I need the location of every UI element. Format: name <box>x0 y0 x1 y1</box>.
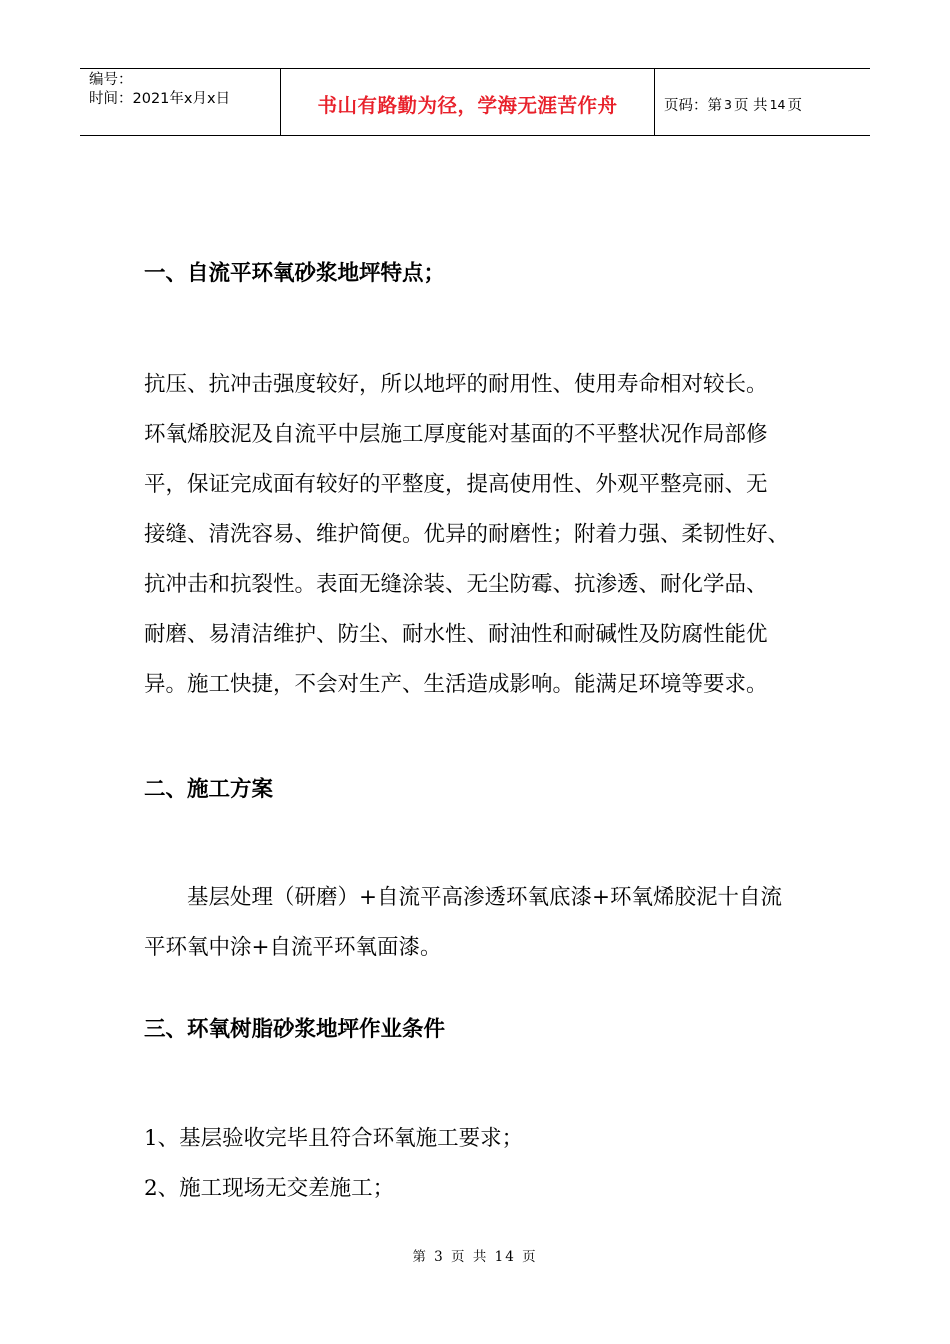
serial-number-label: 编号： <box>89 72 133 88</box>
header-motto-cell <box>281 69 655 135</box>
date-label: 时间：2021年x月x日 <box>89 91 231 107</box>
paragraph-line: 基层处理（研磨）+自流平高渗透环氧底漆+环氧烯胶泥十自流 <box>187 885 783 910</box>
header-meta <box>80 69 281 135</box>
page-header <box>80 68 870 136</box>
section-3-heading: 三、环氧树脂砂浆地坪作业条件 <box>144 1017 446 1042</box>
paragraph-line: 接缝、清洗容易、维护简便。优异的耐磨性；附着力强、柔韧性好、 <box>144 522 790 547</box>
page-total: 14 <box>769 96 786 112</box>
page-footer: 第 3 页 共 14 页 <box>412 1249 538 1265</box>
section-2-heading: 二、施工方案 <box>144 777 274 802</box>
page-suffix: 页 <box>787 97 802 114</box>
header-page-info <box>655 69 870 135</box>
paragraph-line: 异。施工快捷，不会对生产、生活造成影响。能满足环境等要求。 <box>144 672 768 697</box>
section-1-paragraph <box>144 360 824 710</box>
paragraph-line: 耐磨、易清洁维护、防尘、耐水性、耐油性和耐碱性及防腐性能优 <box>144 622 768 647</box>
paragraph-line: 平，保证完成面有较好的平整度，提高使用性、外观平整亮丽、无 <box>144 472 768 497</box>
paragraph-line: 抗压、抗冲击强度较好，所以地坪的耐用性、使用寿命相对较长。 <box>144 372 768 397</box>
page-prefix: 页码：第 <box>664 97 722 114</box>
paragraph-line: 平环氧中涂+自流平环氧面漆。 <box>144 935 442 960</box>
paragraph-line: 抗冲击和抗裂性。表面无缝涂装、无尘防霉、抗渗透、耐化学品、 <box>144 572 768 597</box>
page-mid: 页 共 <box>733 97 768 114</box>
page-current: 3 <box>724 96 732 112</box>
section-2-paragraph <box>144 873 824 973</box>
section-3-list <box>144 1114 824 1214</box>
section-1-heading: 一、自流平环氧砂浆地坪特点； <box>144 261 446 286</box>
header-motto: 书山有路勤为径，学海无涯苦作舟 <box>317 94 618 117</box>
list-item: 1、基层验收完毕且符合环氧施工要求； <box>144 1126 524 1151</box>
paragraph-line: 环氧烯胶泥及自流平中层施工厚度能对基面的不平整状况作局部修 <box>144 422 768 447</box>
list-item: 2、施工现场无交差施工； <box>144 1176 395 1201</box>
